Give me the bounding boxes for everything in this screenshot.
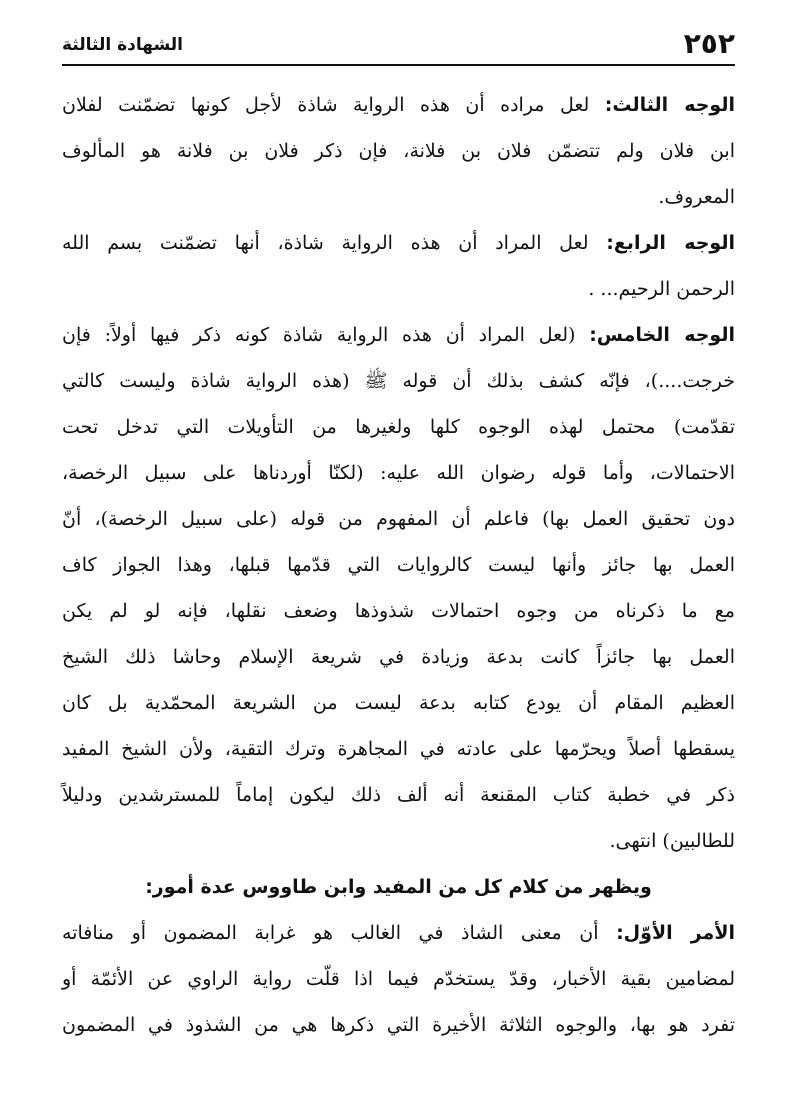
text-line: الوجه الرابع: لعل المراد أن هذه الرواية شاذة، أنها تضمّنت بسم الله (62, 232, 735, 254)
text-line: الرحمن الرحيم... . (588, 278, 735, 300)
running-title: الشهادة الثالثة (62, 35, 183, 55)
text-line: خرجت....)، فإنّه كشف بذلك أن قوله ﷺ (هذه الرواية شاذة وليست كالتي (62, 370, 735, 392)
paragraph-term: الوجه الخامس: (589, 324, 735, 346)
text-line: للطالبين) انتهى. (609, 830, 735, 852)
text-line: العمل بها جائزاً كانت بدعة وزيادة في شريعة الإسلام وحاشا ذلك الشيخ (62, 646, 735, 668)
text-line: لمضامين بقية الأخبار، وقدّ يستخدّم فيما اذا قلّت رواية الراوي عن الأئمّة أو (62, 968, 735, 990)
text-line: العظيم المقام أن يودع كتابه بدعة ليست من الشريعة المحمّدية بل كان (62, 692, 735, 714)
text-line: تفرد هو بها، والوجوه الثلاثة الأخيرة التي ذكرها هي من الشذوذ في المضمون (62, 1014, 735, 1036)
page-number: ٢٥٢ (683, 27, 735, 60)
paragraph-term: الوجه الثالث: (604, 94, 735, 116)
text-line: الأمر الأوّل: أن معنى الشاذ في الغالب هو غرابة المضمون أو منافاته (62, 922, 735, 944)
section-subheading: ويظهر من كلام كل من المفيد وابن طاووس عدة أمور: (145, 876, 652, 898)
text-line: يسقطها أصلاً ويحرّمها على عادته في المجاهرة وترك التقية، ولأن الشيخ المفيد (62, 738, 735, 760)
header-divider (62, 64, 735, 66)
text-line: ذكر في خطبة كتاب المقنعة أنه ألف ذلك ليكون إماماً للمسترشدين ودليلاً (62, 784, 735, 806)
text-line: ابن فلان ولم تتضمّن فلان بن فلانة، فإن ذكر فلان بن فلانة هو المألوف (62, 140, 735, 162)
text-line: دون تحقيق العمل بها) فاعلم أن المفهوم من قوله (على سبيل الرخصة)، أنّ (62, 508, 735, 530)
text-line: المعروف. (658, 186, 735, 208)
text-line: تقدّمت) محتمل لهذه الوجوه كلها ولغيرها من التأويلات التي تدخل تحت (62, 416, 735, 438)
text-line: الاحتمالات، وأما قوله رضوان الله عليه: (لكنّا أوردناها على سبيل الرخصة، (62, 462, 735, 484)
text-line: مع ما ذكرناه من وجوه احتمالات شذوذها وضعف نقلها، فإنه لو لم يكن (62, 600, 735, 622)
text-line: الوجه الخامس: (لعل المراد أن هذه الرواية شاذة كونه ذكر فيها أولاً: فإن (62, 324, 735, 346)
paragraph-term: الوجه الرابع: (606, 232, 735, 254)
text-line: الوجه الثالث: لعل مراده أن هذه الرواية شاذة لأجل كونها تضمّنت لفلان (62, 94, 735, 116)
text-line: العمل بها جائز وأنها ليست كالروايات التي قدّمها قبلها، وهذا الجواز كاف (62, 554, 735, 576)
body-text (62, 82, 735, 1048)
paragraph-term: الأمر الأوّل: (616, 922, 735, 944)
